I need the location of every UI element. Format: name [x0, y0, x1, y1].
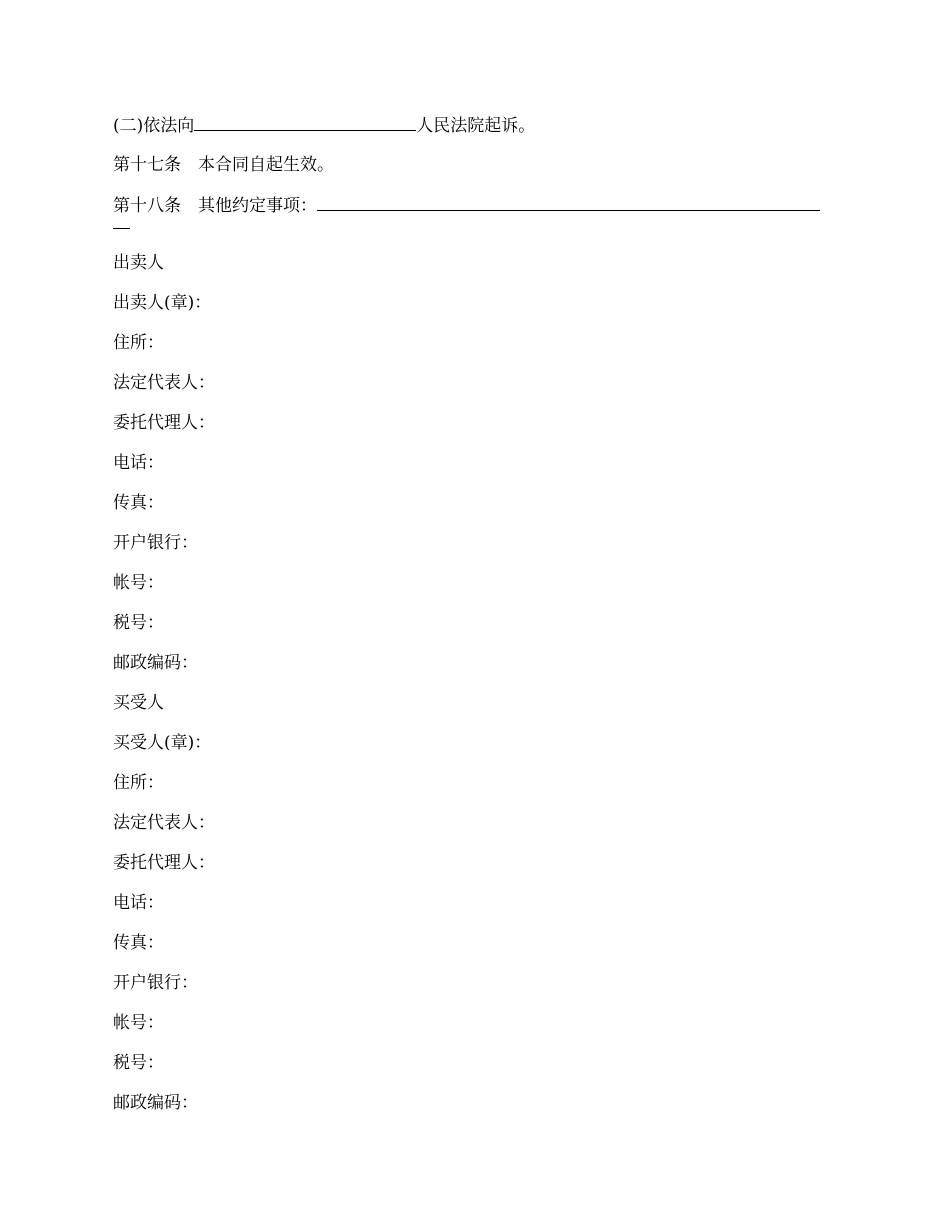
other-terms-blank-continuation [113, 218, 839, 250]
seller-bank-field: 开户银行： [113, 533, 198, 553]
seller-seal-field: 出卖人(章)： [113, 293, 212, 313]
court-name-blank [194, 112, 416, 131]
seller-address-field: 住所： [113, 333, 164, 353]
seller-agent-field: 委托代理人： [113, 413, 215, 433]
seller-fax-field: 传真： [113, 493, 164, 513]
clause-court [113, 112, 839, 152]
contract-page [113, 112, 839, 1130]
seller-heading: 出卖人 [113, 253, 164, 273]
buyer-seal-field: 买受人(章)： [113, 733, 212, 753]
clause-court-suffix: 人民法院起诉。 [416, 116, 536, 136]
buyer-phone-field: 电话： [113, 893, 164, 913]
clause-18-text: 其他约定事项： [198, 196, 317, 216]
seller-account-field: 帐号： [113, 573, 164, 593]
clause-court-prefix: (二)依法向 [113, 116, 195, 136]
seller-postcode-field: 邮政编码： [113, 653, 198, 673]
clause-18-number: 第十八条 [113, 196, 181, 216]
buyer-agent-field: 委托代理人： [113, 853, 215, 873]
buyer-postcode-field: 邮政编码： [113, 1093, 198, 1113]
clause-18 [113, 192, 839, 218]
buyer-account-field: 帐号： [113, 1013, 164, 1033]
seller-legal-rep-field: 法定代表人： [113, 373, 215, 393]
buyer-bank-field: 开户银行： [113, 973, 198, 993]
buyer-address-field: 住所： [113, 773, 164, 793]
other-terms-blank [317, 192, 820, 211]
buyer-fax-field: 传真： [113, 933, 164, 953]
clause-17 [113, 152, 839, 192]
clause-17-number: 第十七条 [113, 155, 181, 175]
buyer-heading: 买受人 [113, 693, 164, 713]
buyer-tax-field: 税号： [113, 1053, 164, 1073]
seller-phone-field: 电话： [113, 453, 164, 473]
other-terms-dash [113, 221, 130, 229]
buyer-legal-rep-field: 法定代表人： [113, 813, 215, 833]
clause-17-text: 本合同自起生效。 [198, 155, 334, 175]
seller-tax-field: 税号： [113, 613, 164, 633]
